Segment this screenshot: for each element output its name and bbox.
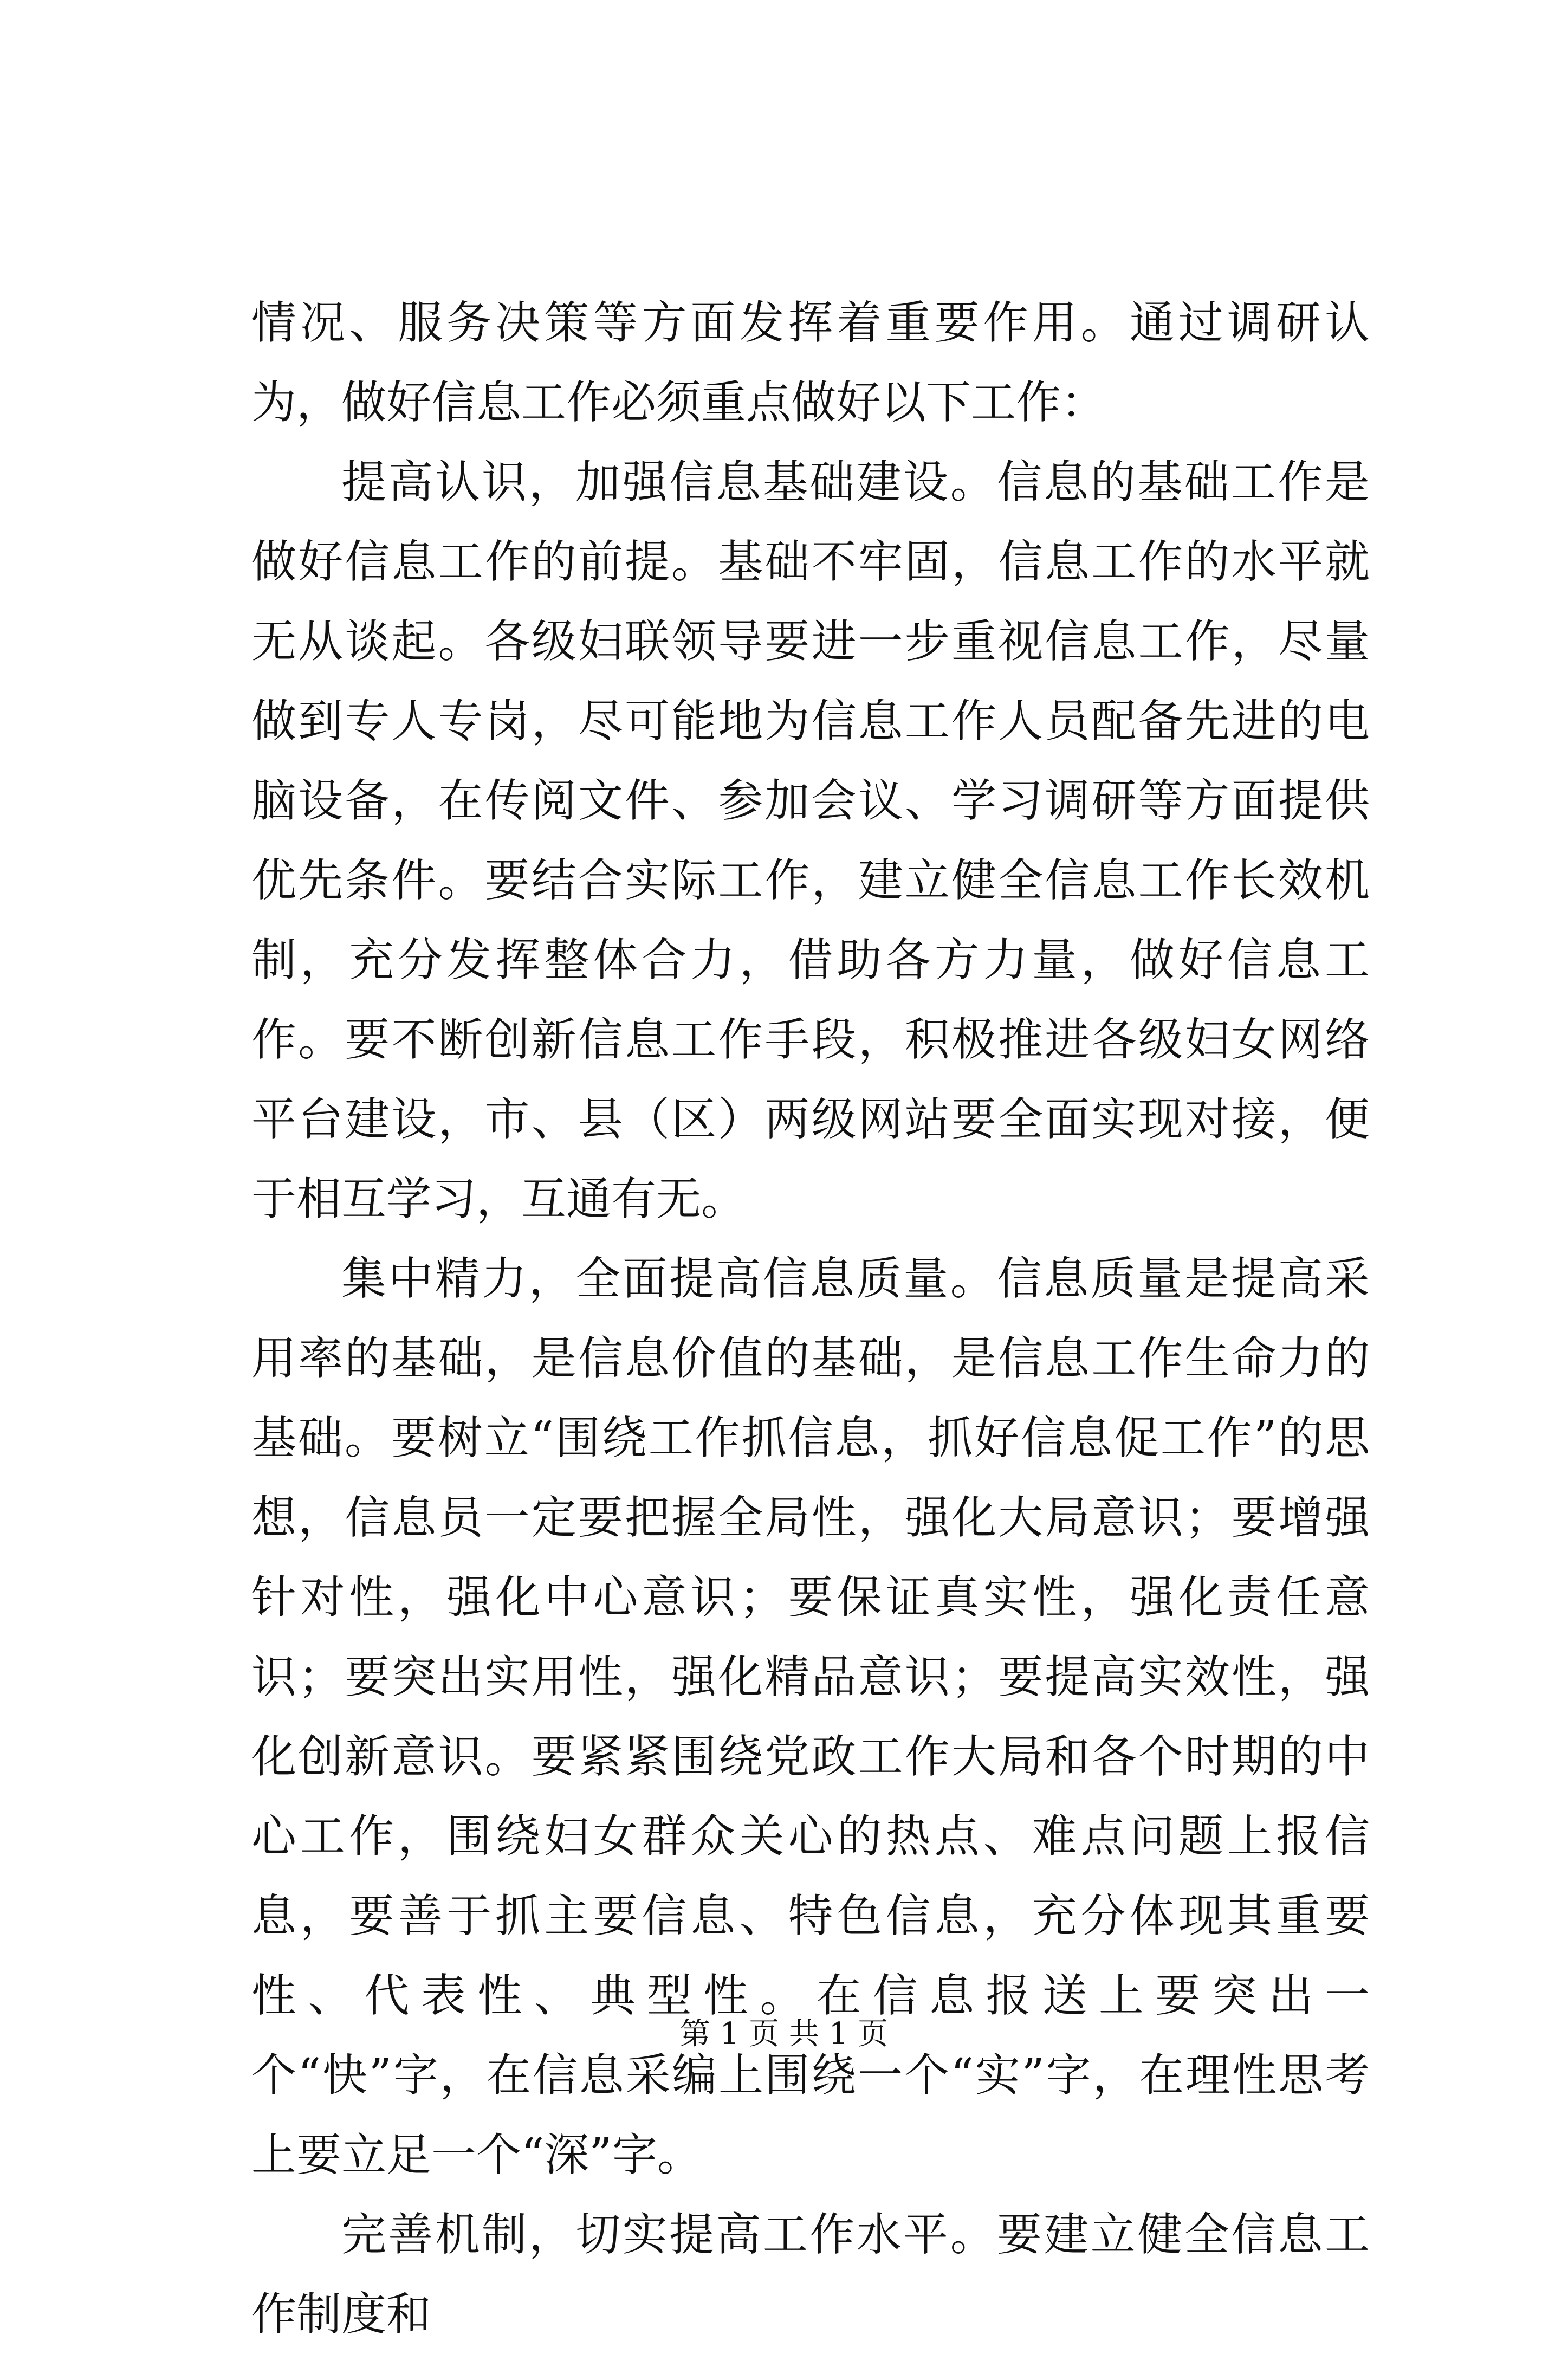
paragraph-2: 提高认识，加强信息基础建设。信息的基础工作是做好信息工作的前提。基础不牢固，信息工作的水平就无从谈起。各级妇联领导要进一步重视信息工作，尽量做到专人专岗，尽可能地为信息工作人员配备先进的电脑设备，在传阅文件、参加会议、学习调研等方面提供优先条件。要结合实际工作，建立健全信息工作长效机制，充分发挥整体合力，借助各方力量，做好信息工作。要不断创新信息工作手段，积极推进各级妇女网络平台建设，市、县（区）两级网站要全面实现对接，便于相互学习，互通有无。 (251, 456, 1370, 1225)
page-footer: 第 1 页 共 1 页 (679, 2016, 889, 2052)
paragraph-1: 情况、服务决策等方面发挥着重要作用。通过调研认为，做好信息工作必须重点做好以下工作： (251, 296, 1370, 429)
paragraph-4: 完善机制，切实提高工作水平。要建立健全信息工作制度和 (251, 2208, 1370, 2340)
paragraph-3: 集中精力，全面提高信息质量。信息质量是提高采用率的基础，是信息价值的基础，是信息工作生命力的基础。要树立“围绕工作抓信息，抓好信息促工作”的思想，信息员一定要把握全局性，强化大局意识；要增强针对性，强化中心意识；要保证真实性，强化责任意识；要突出实用性，强化精品意识；要提高实效性，强化创新意识。要紧紧围绕党政工作大局和各个时期的中心工作，围绕妇女群众关心的热点、难点问题上报信息，要善于抓主要信息、特色信息，充分体现其重要性、代表性、典型性。在信息报送上要突出一个“快”字，在信息采编上围绕一个“实”字，在理性思考上要立足一个“深”字。 (251, 1252, 1370, 2181)
